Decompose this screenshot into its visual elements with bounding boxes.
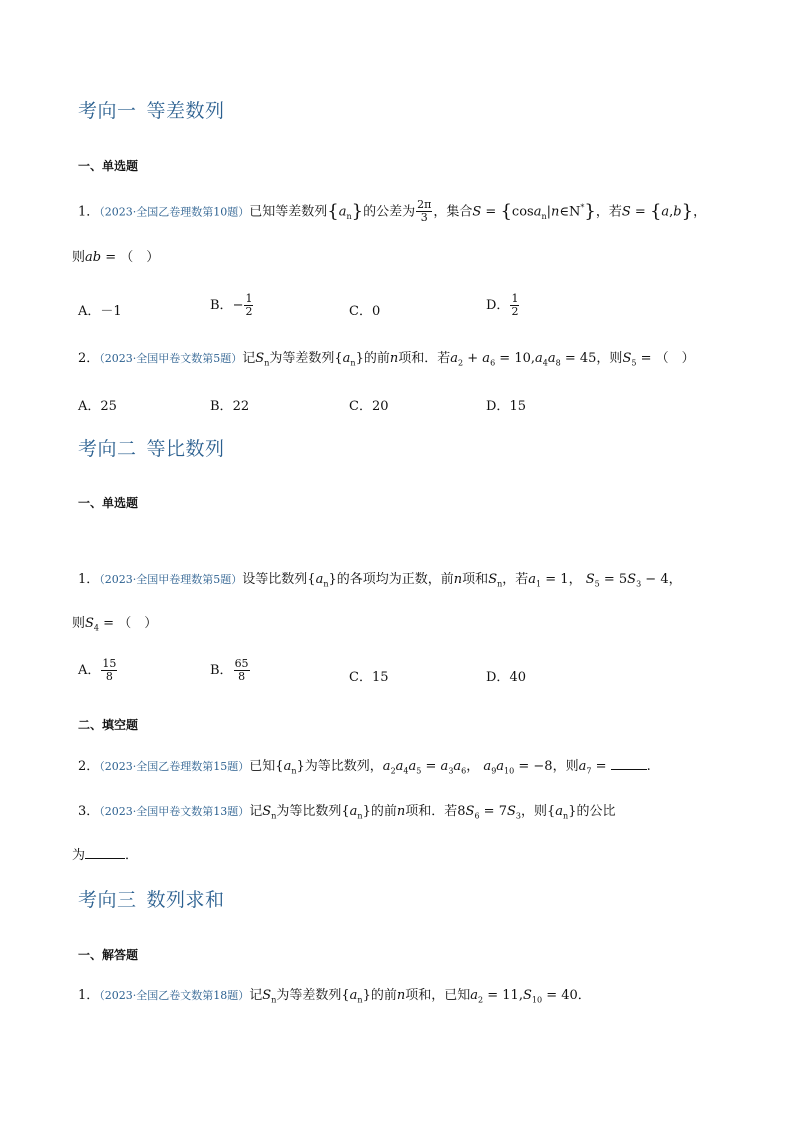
question-5-line2: 为 ． (72, 848, 139, 863)
section-title-3: 考向三 数列求和 (78, 889, 225, 911)
question-source: （2023·全国乙卷理数第10题） (99, 205, 250, 219)
section-number: 考向一 (78, 100, 137, 122)
question-3: 1．（2023·全国甲卷理数第5题）设等比数列$\{a_n\}$的各项均为正数，前n项和$S_n$，若$a_1 = 1$， $S_5 = 5S_3 - 4$， (78, 572, 682, 589)
q3-option-a[interactable]: A． $\frac{15}{8}$ (78, 657, 117, 683)
subheading-fill-blank: 二、填空题 (78, 718, 139, 732)
answer-blank[interactable] (85, 846, 125, 859)
section-title-2: 考向二 等比数列 (78, 438, 225, 460)
q2-option-c[interactable]: C．20 (349, 399, 389, 414)
q1-option-a[interactable]: A．－1 (78, 304, 122, 319)
section-name: 等差数列 (146, 100, 225, 122)
question-5: 3．（2023·全国甲卷文数第13题）记$S_n$为等比数列$\{a_n\}$的前n项和．若$8S_6 = 7S_3$，则$\{a_n\}$的公比 (78, 804, 616, 821)
question-1: 1．（2023·全国乙卷理数第10题）已知等差数列$\{a_n\}$的公差为 $\frac{2\pi}{3}$ ，集合S = {cosa$_n$|n∈N*}，若S = {a,b}， (78, 198, 707, 225)
subheading-answer: 一、解答题 (78, 948, 139, 962)
question-source: （2023·全国甲卷文数第5题） (99, 352, 243, 365)
question-source: （2023·全国甲卷理数第5题） (99, 573, 243, 586)
subheading-single-choice: 一、单选题 (78, 159, 139, 173)
question-source: （2023·全国乙卷文数第18题） (99, 989, 250, 1002)
question-1-line2: 则ab = （ ） (72, 250, 160, 265)
section-title-1 (78, 96, 225, 123)
q1-option-d[interactable]: D． $\frac{1}{2}$ (486, 292, 519, 318)
q1-option-b[interactable]: B．− $\frac{1}{2}$ (210, 292, 253, 318)
fraction-2pi-3: $\frac{2\pi}{3}$ (417, 198, 432, 225)
question-source: （2023·全国乙卷理数第15题） (99, 760, 250, 773)
q2-option-d[interactable]: D．15 (486, 399, 526, 414)
q3-option-c[interactable]: C．15 (349, 670, 389, 685)
q2-option-b[interactable]: B．22 (210, 399, 250, 414)
q2-option-a[interactable]: A．25 (78, 399, 117, 414)
answer-blank[interactable] (611, 757, 647, 770)
q1-option-c[interactable]: C．0 (349, 304, 381, 319)
q3-option-d[interactable]: D．40 (486, 670, 526, 685)
question-6: 1．（2023·全国乙卷文数第18题）记$S_n$为等差数列$\{a_n\}$的前n项和，已知$a_2 = 11,S_{10} = 40$． (78, 988, 591, 1005)
question-source: （2023·全国甲卷文数第13题） (99, 805, 250, 818)
q3-option-b[interactable]: B． $\frac{65}{8}$ (210, 657, 249, 683)
question-3-line2: 则$S_4$ = （ ） (72, 616, 158, 633)
subheading-single-choice-2: 一、单选题 (78, 496, 139, 510)
question-2: 2．（2023·全国甲卷文数第5题）记$S_n$为等差数列$\{a_n\}$的前n项和．若$a_2 + a_6 = 10,a_4a_8 = 45$，则$S_5$ = （ ） (78, 351, 695, 368)
question-4: 2．（2023·全国乙卷理数第15题）已知$\{a_n\}$为等比数列，$a_2a_4a_5 = a_3a_6$， $a_9a_{10} = -8$，则$a_7$ = . (78, 759, 651, 776)
